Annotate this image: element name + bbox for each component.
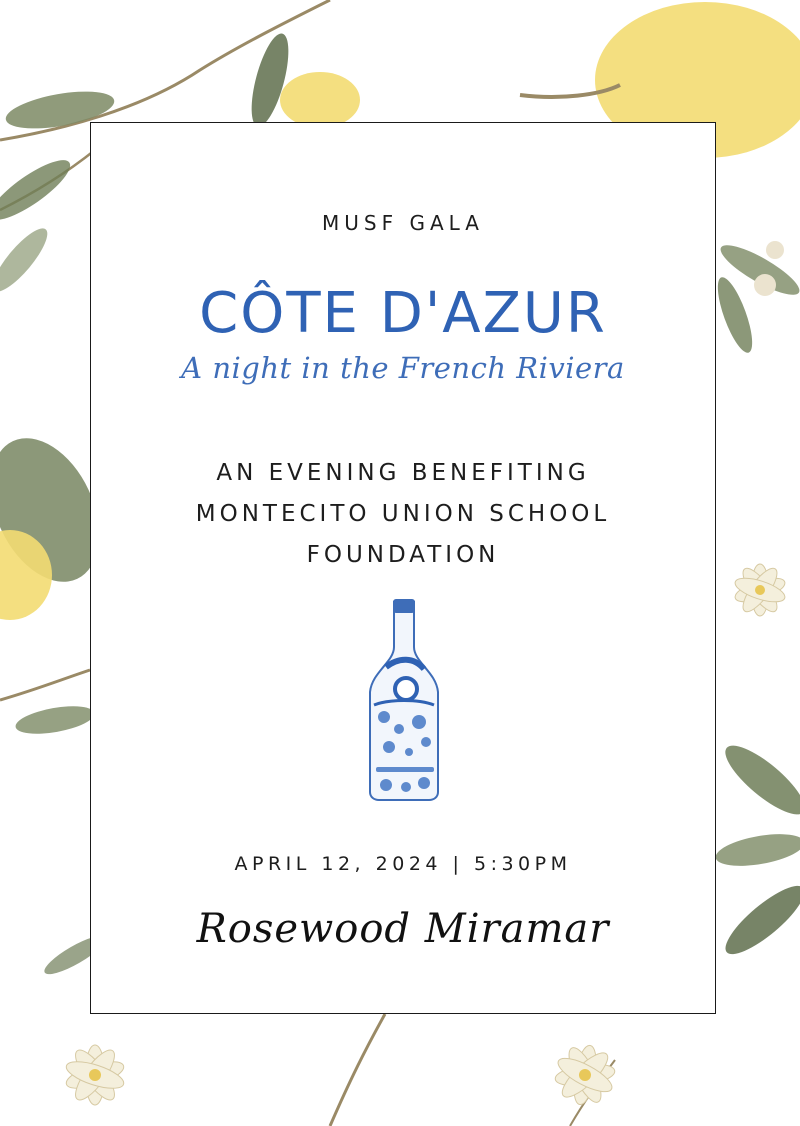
benefit-line: FOUNDATION bbox=[306, 542, 500, 568]
benefit-line: MONTECITO UNION SCHOOL bbox=[195, 501, 611, 527]
benefit-statement bbox=[91, 453, 715, 576]
blue-white-bottle-icon bbox=[364, 597, 444, 802]
benefit-line: AN EVENING BENEFITING bbox=[216, 460, 590, 486]
event-title: CÔTE D'AZUR bbox=[199, 281, 607, 346]
event-venue: Rosewood Miramar bbox=[196, 906, 610, 952]
invitation-card bbox=[90, 122, 716, 1014]
event-subtitle: A night in the French Riviera bbox=[181, 351, 625, 385]
event-date-time: APRIL 12, 2024 | 5:30PM bbox=[234, 853, 572, 875]
event-eyebrow: MUSF GALA bbox=[322, 211, 484, 235]
